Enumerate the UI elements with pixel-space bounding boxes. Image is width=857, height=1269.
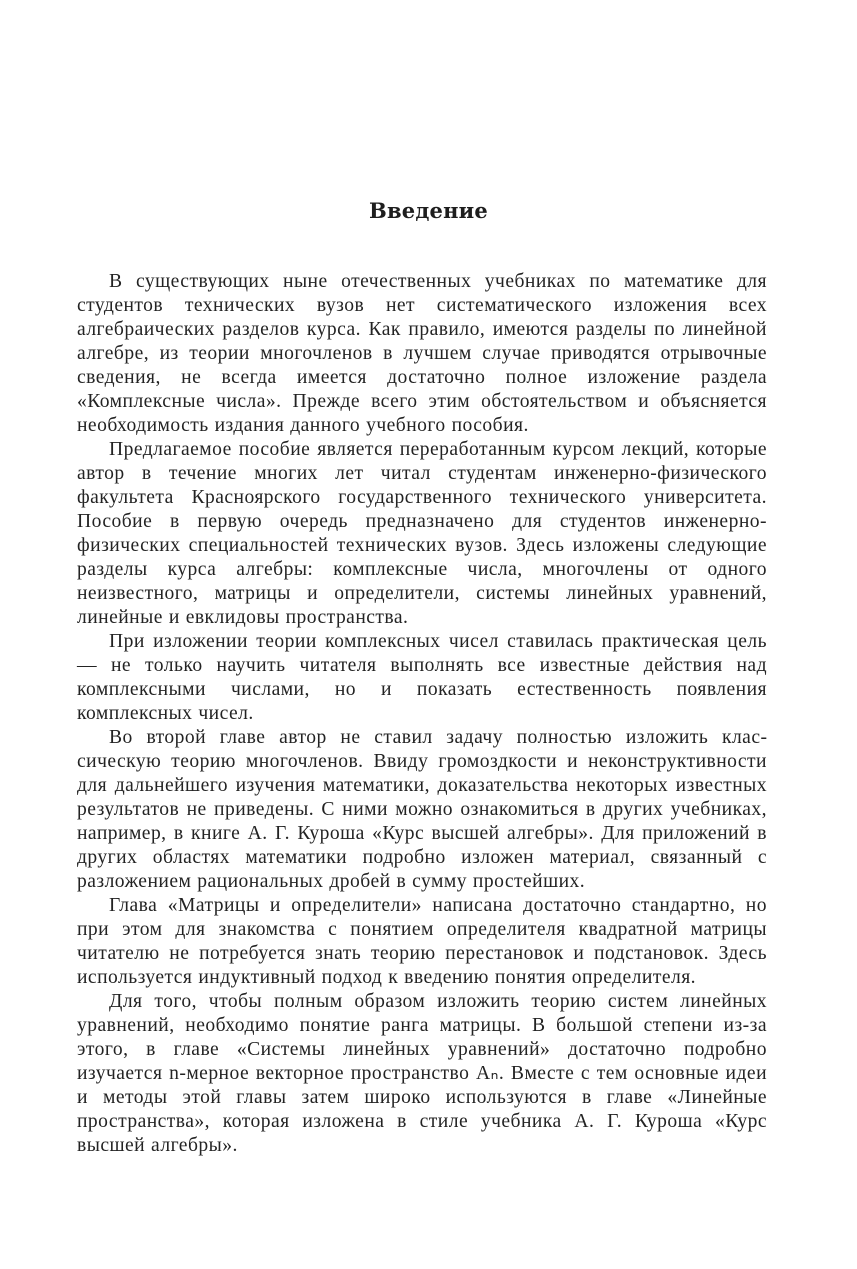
- body-text: [77, 270, 767, 1158]
- paragraph-4: Во второй главе автор не ставил задачу полностью изложить классическую теорию многочленов. Ввиду громоздкости и неконструктивности для дальнейшего изучения математики, доказательства некоторых известных результатов не приведены. С ними можно ознакомиться в других учебниках, например, в книге А. Г. Куроша «Курс высшей алгебры». Для приложений в других областях математики подробно изложен материал, связанный с разложением рациональных дробей в сумму простейших.: [77, 727, 767, 892]
- paragraph-6: Для того, чтобы полным образом изложить теорию систем линейных уравнений, необходимо понятие ранга матрицы. В большой степени из-за этого, в главе «Системы линейных уравнений» достаточно подробно изучается n-мерное векторное пространство Aₙ. Вместе с тем основные идеи и методы этой главы затем широко используются в главе «Линейные пространства», которая изложена в стиле учебника А. Г. Куроша «Курс высшей алгебры».: [77, 991, 767, 1156]
- paragraph-5: Глава «Матрицы и определители» написана достаточно стандартно, но при этом для знакомства с понятием определителя квадратной матрицы читателю не потребуется знать теорию перестановок и подстановок. Здесь используется индуктивный подход к введению понятия определителя.: [77, 895, 767, 988]
- paragraph-3: При изложении теории комплексных чисел ставилась практическая цель — не только научить читателя выполнять все известные действия над комплексными числами, но и показать естественность появления комплексных чисел.: [77, 631, 767, 724]
- paragraph-2: Предлагаемое пособие является переработанным курсом лекций, которые автор в течение многих лет читал студентам инженерно-физического факультета Красноярского государственного технического университета. Пособие в первую очередь предназначено для студентов инженерно-физических специальностей технических вузов. Здесь изложены следующие разделы курса алгебры: комплексные числа, многочлены от одного неизвестного, матрицы и определители, системы линейных уравнений, линейные и евклидовы пространства.: [77, 439, 767, 628]
- paragraph-1: В существующих ныне отечественных учебниках по математике для студентов технических вузов нет систематического изложения всех алгебраических разделов курса. Как правило, имеются разделы по линейной алгебре, из теории многочленов в лучшем случае приводятся отрывочные сведения, не всегда имеется достаточно полное изложение раздела «Комплексные числа». Прежде всего этим обстоятельством и объясняется необходимость издания данного учебного пособия.: [77, 271, 767, 436]
- page-title: Введение: [369, 198, 488, 223]
